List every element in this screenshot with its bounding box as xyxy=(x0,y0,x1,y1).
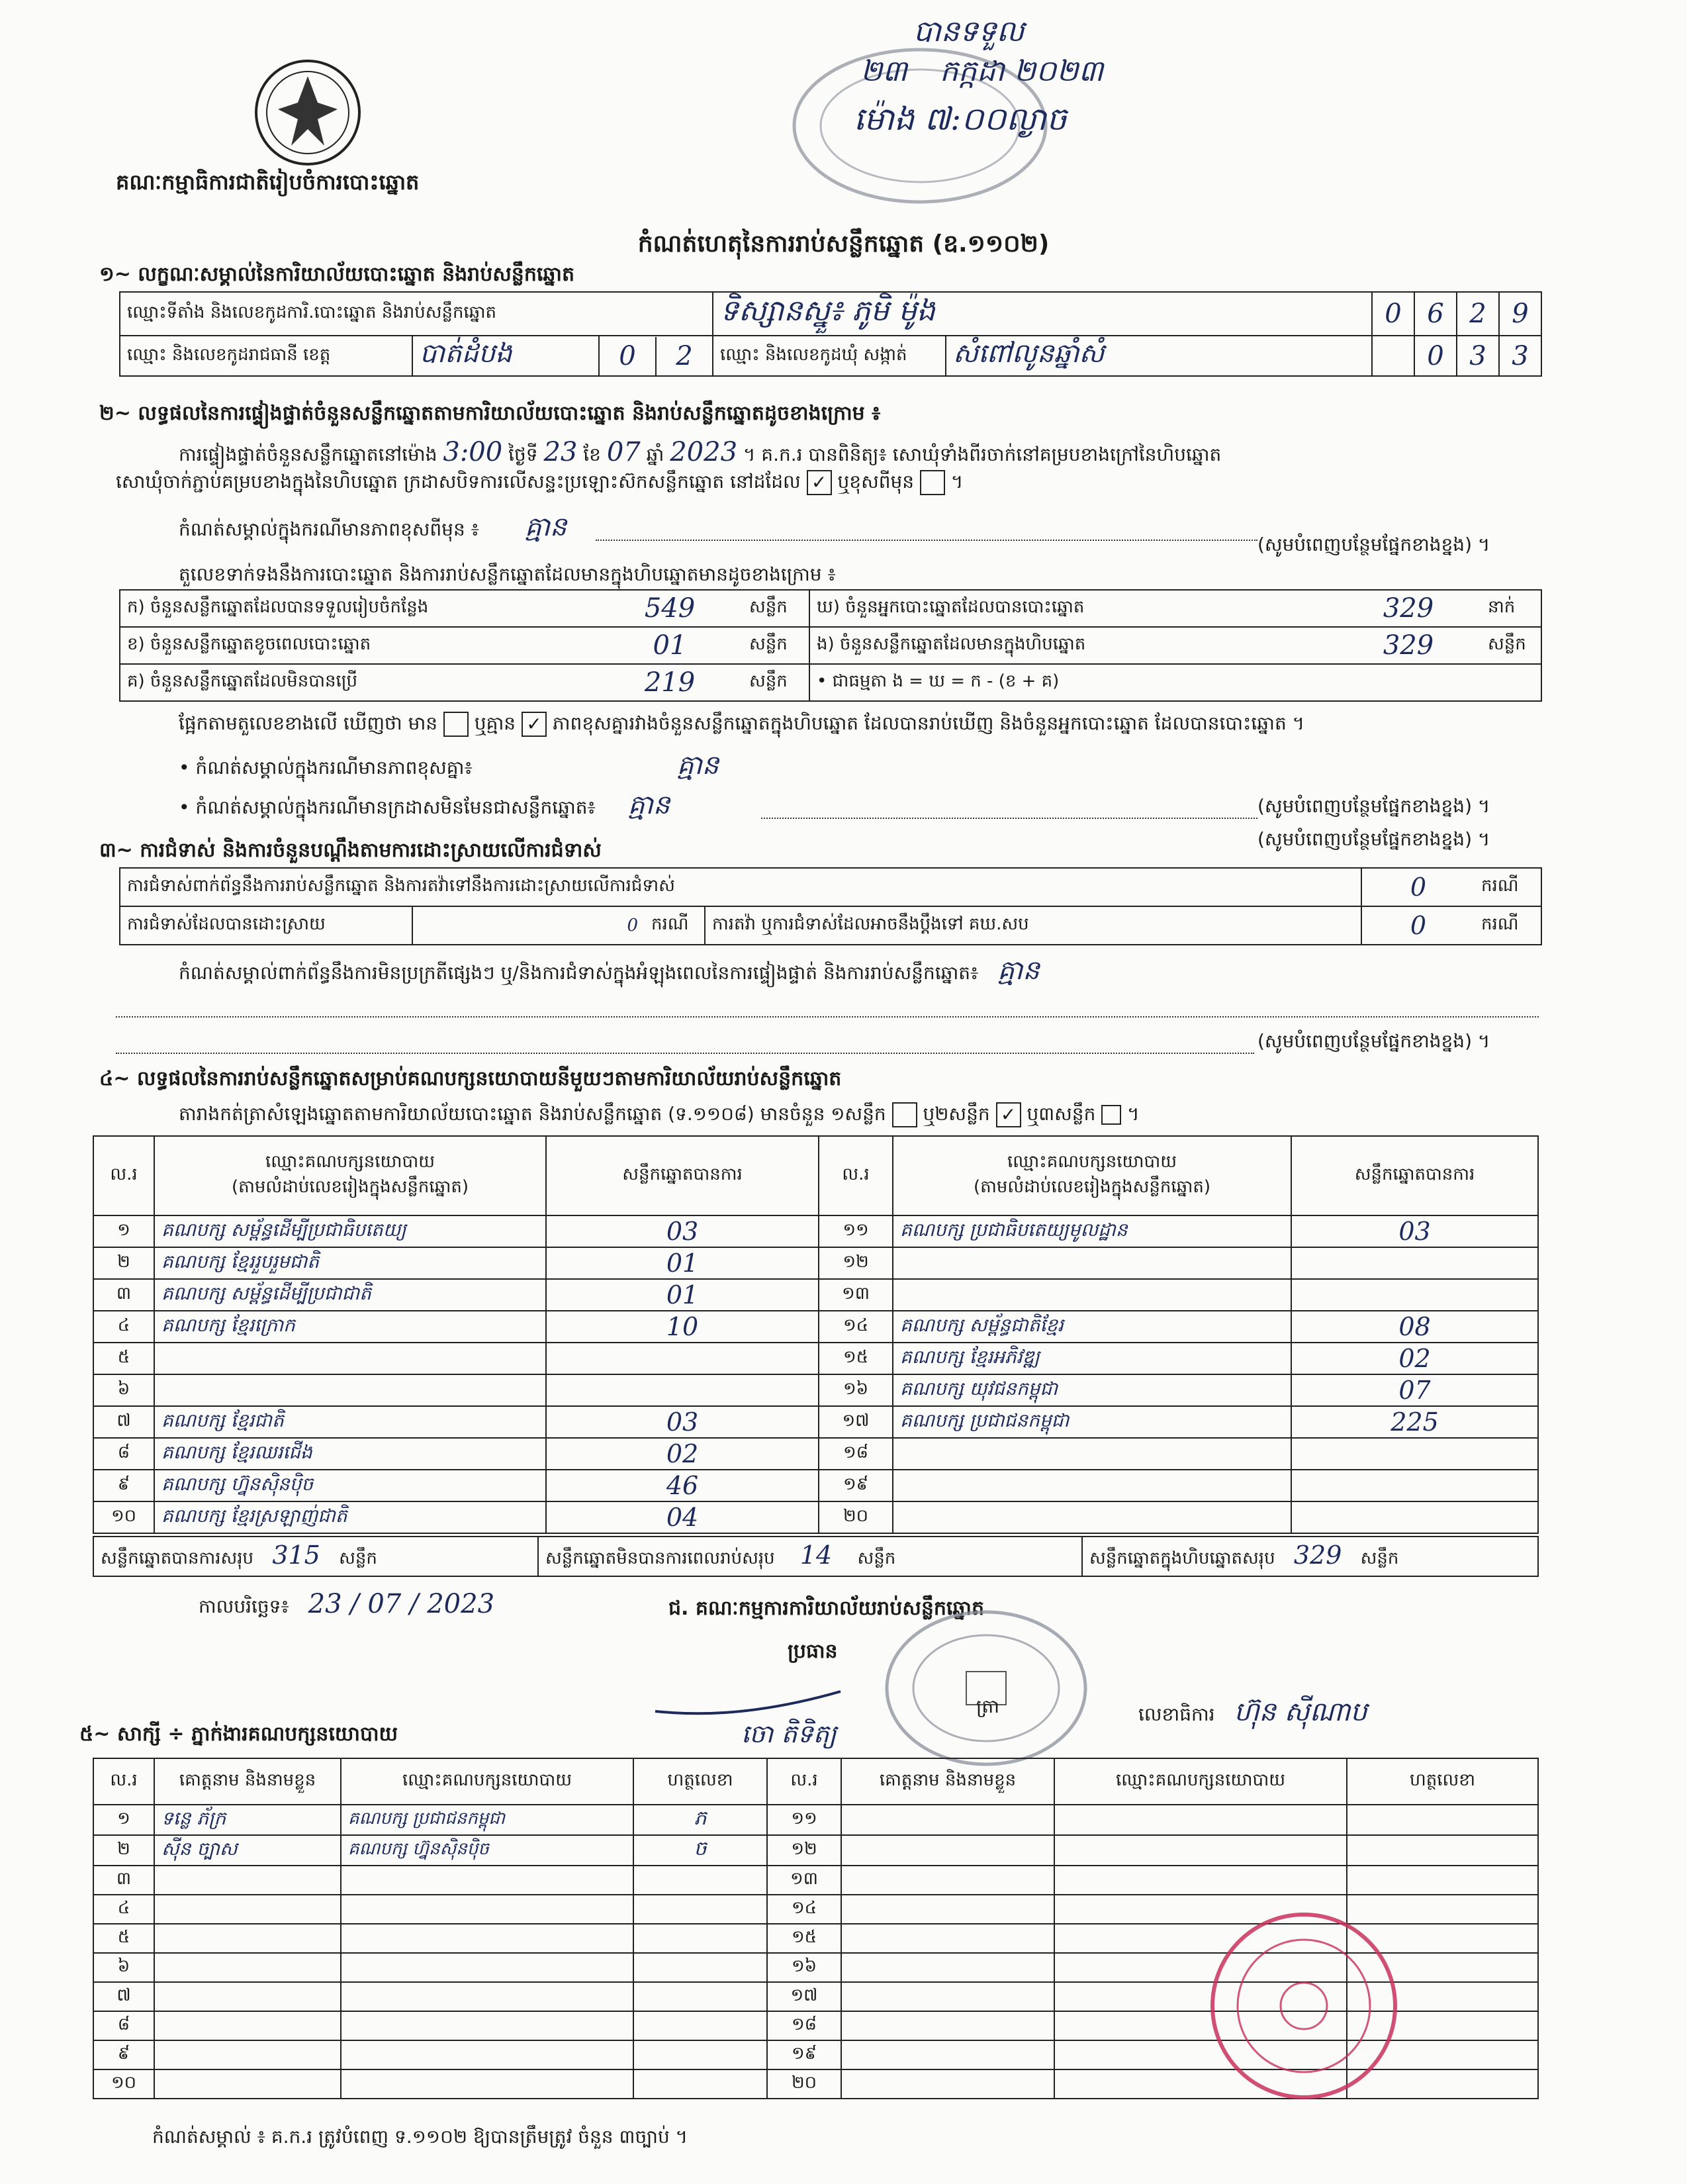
witness-signature xyxy=(633,2040,767,2069)
party-no: ១៨ xyxy=(819,1438,893,1470)
total-valid-unit: សន្លឹក xyxy=(339,1548,377,1568)
check-line2-text: សោឃុំចាក់ភ្ជាប់គម្របខាងក្នុងនៃហិបឆ្នោត ក្រដាសបិទការលើសន្ទះប្រឡោះស៊កសន្លឹកឆ្នោត នៅដដែល xyxy=(116,471,801,493)
witness-party xyxy=(341,1895,633,1924)
commune-code-digit: 3 xyxy=(1499,336,1541,376)
org-name: គណៈកម្មាធិការជាតិរៀបចំការបោះឆ្នោត xyxy=(116,169,420,195)
party-name xyxy=(893,1501,1291,1533)
station-label: ឈ្មោះទីតាំង និងលេខកូដការិ.បោះឆ្នោត និងរាប់សន្លឹកឆ្នោត xyxy=(120,292,713,336)
party-name: គណបក្ស ខ្មែរជាតិ xyxy=(154,1406,546,1438)
party-no: ៦ xyxy=(93,1374,154,1406)
party-name: គណបក្ស យុវជនកម្ពុជា xyxy=(893,1374,1291,1406)
witness-signature: ច xyxy=(633,1835,767,1866)
witness-no: ៧ xyxy=(93,1982,154,2011)
witness-no: ១២ xyxy=(767,1835,841,1866)
party-name: គណបក្ស ខ្មែររួបរួមជាតិ xyxy=(154,1247,546,1279)
row-d-label: ឃ) ចំនួនអ្នកបោះឆ្នោតដែលបានបោះឆ្នោត xyxy=(809,590,1336,627)
witness-party xyxy=(341,2011,633,2040)
party-votes xyxy=(1291,1501,1538,1533)
w-col-name-left: គោត្តនាម និងនាមខ្លួន xyxy=(154,1758,341,1805)
witness-no: ១៧ xyxy=(767,1982,841,2011)
total-valid xyxy=(93,1537,538,1576)
table-row xyxy=(93,1374,1538,1406)
witness-no: ៨ xyxy=(93,2011,154,2040)
section3-title: ៣~ ការជំទាស់ និងការចំនួនបណ្តឹងតាមការដោះស្រាយលើការជំទាស់ xyxy=(99,839,602,862)
irregular-note-label: កំណត់សម្គាល់ពាក់ព័ន្ធនឹងការមិនប្រក្រតីផ្សេងៗ ឬ/និងការជំទាស់ក្នុងអំឡុងពេលនៃការផ្ទៀងផ្ទាត់ និងការរាប់សន្លឹកឆ្នោត៖ xyxy=(179,962,979,984)
party-votes: 10 xyxy=(546,1311,819,1343)
witness-name xyxy=(154,1953,341,1982)
party-name xyxy=(893,1279,1291,1311)
fill-more-3: (សូមបំពេញបន្ថែមផ្នែកខាងខ្នង) ។ xyxy=(1257,828,1490,850)
table-row xyxy=(93,1343,1538,1374)
table-row xyxy=(93,1866,1538,1895)
party-no: ១១ xyxy=(819,1215,893,1247)
objection-row2-value: 0 xyxy=(412,906,645,945)
witness-signature xyxy=(1347,1866,1538,1895)
witness-no: ៤ xyxy=(93,1895,154,1924)
witness-name xyxy=(154,2040,341,2069)
objection-row2-unit: ករណី xyxy=(645,906,705,945)
witness-name xyxy=(154,1924,341,1953)
day-label: ថ្ងៃទី xyxy=(508,444,538,465)
total-box-unit: សន្លឹក xyxy=(1360,1548,1399,1568)
party-no: ១៧ xyxy=(819,1406,893,1438)
has-diff-checkbox[interactable] xyxy=(443,712,469,737)
irregular-dotline1 xyxy=(116,1016,1539,1018)
witness-name xyxy=(841,1924,1054,1953)
party-votes: 01 xyxy=(546,1247,819,1279)
witness-no: ១៨ xyxy=(767,2011,841,2040)
party-name: គណបក្ស សម្ព័ន្ធដើម្បីប្រជាជាតិ xyxy=(154,1279,546,1311)
party-no: ១២ xyxy=(819,1247,893,1279)
table-row xyxy=(93,1279,1538,1311)
col-votes-right: សន្លឹកឆ្នោតបានការ xyxy=(1291,1136,1538,1215)
w-col-sign-left: ហត្ថលេខា xyxy=(633,1758,767,1805)
station-code-digit: 6 xyxy=(1414,292,1457,336)
witness-name xyxy=(841,1866,1054,1895)
section4-title: ៤~ លទ្ធផលនៃការរាប់សន្លឹកឆ្នោតសម្រាប់គណបក្សនយោបាយនីមួយៗតាមការិយាល័យរាប់សន្លឹកឆ្នោត xyxy=(99,1067,842,1090)
party-no: ១៤ xyxy=(819,1311,893,1343)
check-line xyxy=(179,437,1221,470)
witness-name xyxy=(841,1835,1054,1866)
table-row xyxy=(93,1470,1538,1501)
party-votes: 46 xyxy=(546,1470,819,1501)
witness-no: ១៦ xyxy=(767,1953,841,1982)
diff-note-label: • កំណត់សម្គាល់ក្នុងករណីមានភាពខុសគ្នា៖ xyxy=(179,757,473,779)
table-row xyxy=(93,1215,1538,1247)
party-name xyxy=(893,1470,1291,1501)
witness-signature: ភ xyxy=(633,1805,767,1835)
objection-row3-label: ការតវ៉ា ឬការជំទាស់ដែលអាចនឹងប្តឹងទៅ គឃ.សប xyxy=(705,906,1361,945)
witness-no: ១៥ xyxy=(767,1924,841,1953)
fake-note xyxy=(179,788,670,827)
date-value: 23 / 07 / 2023 xyxy=(308,1589,495,1619)
party-votes: 225 xyxy=(1291,1406,1538,1438)
irregular-note xyxy=(179,953,1040,992)
table-row xyxy=(93,1311,1538,1343)
party-votes: 04 xyxy=(546,1501,819,1533)
objection-row3-value: 0 xyxy=(1361,906,1475,945)
commune-code-digit: 3 xyxy=(1457,336,1499,376)
witness-party xyxy=(341,2040,633,2069)
check-line2: សោឃុំចាក់ភ្ជាប់គម្របខាងក្នុងនៃហិបឆ្នោត ក្រដាសបិទការលើសន្ទះប្រឡោះស៊កសន្លឹកឆ្នោត នៅដដែល ✓ ឬខុសពីមុន ។ xyxy=(116,470,963,497)
witness-signature xyxy=(633,1866,767,1895)
col-party-left-title: ឈ្មោះគណបក្សនយោបាយ xyxy=(265,1152,435,1172)
party-name xyxy=(893,1247,1291,1279)
party-votes: 03 xyxy=(1291,1215,1538,1247)
witness-name xyxy=(841,1953,1054,1982)
witness-signature xyxy=(633,2011,767,2040)
total-invalid-value: 14 xyxy=(799,1541,833,1570)
station-code-digit: 0 xyxy=(1372,292,1414,336)
fake-note-label: • កំណត់សម្គាល់ក្នុងករណីមានក្រដាសមិនមែនជាសន្លឹកឆ្នោត៖ xyxy=(179,796,596,818)
change-note-label: កំណត់សម្គាល់ក្នុងករណីមានភាពខុសពីមុន ៖ xyxy=(179,518,479,540)
party-name: គណបក្ស ខ្មែរស្រឡាញ់ជាតិ xyxy=(154,1501,546,1533)
party-no: ១៦ xyxy=(819,1374,893,1406)
witness-no: ១ xyxy=(93,1805,154,1835)
numbers-intro: តួលេខទាក់ទងនឹងការបោះឆ្នោត និងការរាប់សន្លឹកឆ្នោតដែលមានក្នុងហិបឆ្នោតមានដូចខាងក្រោម ៖ xyxy=(179,563,836,585)
party-no: ២ xyxy=(93,1247,154,1279)
witness-name xyxy=(841,2040,1054,2069)
row-b-label: ខ) ចំនួនសន្លឹកឆ្នោតខូចពេលបោះឆ្នោត xyxy=(120,627,597,664)
witness-party xyxy=(341,1953,633,1982)
change-note-value: គ្មាន xyxy=(524,512,567,542)
compare-text1: ផ្អែកតាមតួលេខខាងលើ ឃើញថា មាន xyxy=(179,712,438,734)
col-no-left: ល.រ xyxy=(93,1136,154,1215)
secretary-line xyxy=(1138,1695,1367,1734)
party-name: គណបក្ស ខ្មែរក្រោក xyxy=(154,1311,546,1343)
tally-sheets-line: តារាងកត់ត្រាសំឡេងឆ្នោតតាមការិយាល័យបោះឆ្នោត និងរាប់សន្លឹកឆ្នោត (ទ.១១០៨) មានចំនួន ១សន្លឹក ឬ២សន្លឹក ✓ ឬ៣សន្លឹក ។ xyxy=(179,1102,1140,1129)
col-party-right-title: ឈ្មោះគណបក្សនយោបាយ xyxy=(1007,1152,1177,1172)
party-name: គណបក្ស ប្រជាជនកម្ពុជា xyxy=(893,1406,1291,1438)
witness-name xyxy=(841,2069,1054,2099)
row-c-value: 219 xyxy=(597,664,743,701)
no-diff-checkbox[interactable]: ✓ xyxy=(522,712,547,737)
station-code-digit: 2 xyxy=(1457,292,1499,336)
total-valid-label: សន្លឹកឆ្នោតបានការសរុប xyxy=(101,1548,254,1568)
w-col-party-left: ឈ្មោះគណបក្សនយោបាយ xyxy=(341,1758,633,1805)
received-note-time: ម៉ោង ៧:០០ល្ងាច xyxy=(854,101,1067,138)
party-name: គណបក្ស ខ្មែរឈរជើង xyxy=(154,1438,546,1470)
month-label: ខែ xyxy=(583,444,601,465)
check-year: 2023 xyxy=(670,437,738,467)
witness-party xyxy=(341,1924,633,1953)
witness-party: គណបក្ស ប្រជាជនកម្ពុជា xyxy=(341,1805,633,1835)
commune-code-digit: 0 xyxy=(1414,336,1457,376)
witness-party xyxy=(341,2069,633,2099)
check-prefix: ការផ្ទៀងផ្ទាត់ចំនួនសន្លឹកឆ្នោតនៅម៉ោង xyxy=(179,444,437,465)
secretary-label: លេខាធិការ xyxy=(1138,1703,1215,1725)
party-no: ១០ xyxy=(93,1501,154,1533)
party-votes xyxy=(1291,1279,1538,1311)
witness-no: ១៤ xyxy=(767,1895,841,1924)
party-no: ២០ xyxy=(819,1501,893,1533)
station-table xyxy=(119,291,1542,377)
committee-label: ជ. គណៈកម្មការការិយាល័យរាប់សន្លឹកឆ្នោត xyxy=(668,1597,985,1620)
note-dotline xyxy=(596,540,1257,541)
table-row xyxy=(93,1501,1538,1533)
received-note-date: កក្កដា ២០២៣ xyxy=(940,54,1104,88)
red-stamp xyxy=(1205,1907,1403,2105)
party-votes: 03 xyxy=(546,1406,819,1438)
commune-name: សំពៅលូនឆ្នាំសំ xyxy=(946,336,1372,376)
witness-signature xyxy=(633,1924,767,1953)
party-no: ៥ xyxy=(93,1343,154,1374)
party-votes: 08 xyxy=(1291,1311,1538,1343)
chair-label: ប្រធាន xyxy=(788,1640,838,1663)
w-col-party-right: ឈ្មោះគណបក្សនយោបាយ xyxy=(1054,1758,1347,1805)
section1-title: ១~ លក្ខណៈសម្គាល់នៃការិយាល័យបោះឆ្នោត និងរាប់សន្លឹកឆ្នោត xyxy=(99,263,575,286)
witness-no: ២ xyxy=(93,1835,154,1866)
commune-label: ឈ្មោះ និងលេខកូដឃុំ សង្កាត់ xyxy=(713,336,946,376)
row-c-label: គ) ចំនួនសន្លឹកឆ្នោតដែលមិនបានប្រើ xyxy=(120,664,597,701)
witness-name xyxy=(841,2011,1054,2040)
party-name: គណបក្ស សម្ព័ន្ធជាតិខ្មែរ xyxy=(893,1311,1291,1343)
witness-party xyxy=(341,1982,633,2011)
irregular-dotline2 xyxy=(116,1053,1254,1054)
objection-row3-unit: ករណី xyxy=(1475,906,1541,945)
row-a-label: ក) ចំនួនសន្លឹកឆ្នោតដែលបានទទួលរៀបចំកន្លែង xyxy=(120,590,597,627)
party-votes: 02 xyxy=(1291,1343,1538,1374)
province-code-digit: 2 xyxy=(676,340,693,371)
objection-row2-label: ការជំទាស់ដែលបានដោះស្រាយ xyxy=(120,906,412,945)
form-title: កំណត់ហេតុនៃការរាប់សន្លឹកឆ្នោត (ឧ.១១០២) xyxy=(637,230,1050,258)
results-table xyxy=(93,1135,1539,1534)
row-d-value: 329 xyxy=(1336,590,1481,627)
party-name: គណបក្ស ប្រជាធិបតេយ្យមូលដ្ឋាន xyxy=(893,1215,1291,1247)
fill-more-4: (សូមបំពេញបន្ថែមផ្នែកខាងខ្នង) ។ xyxy=(1257,1030,1490,1052)
witness-party xyxy=(1054,1805,1347,1835)
objection-row1-unit: ករណី xyxy=(1475,868,1541,906)
changed-checkbox[interactable] xyxy=(920,470,945,495)
witness-name xyxy=(841,1982,1054,2011)
chair-signature xyxy=(649,1682,847,1721)
party-no: ៣ xyxy=(93,1279,154,1311)
witness-name xyxy=(154,1895,341,1924)
row-e-label: ង) ចំនួនសន្លឹកឆ្នោតដែលមានក្នុងហិបឆ្នោត xyxy=(809,627,1336,664)
row-b-value: 01 xyxy=(597,627,743,664)
party-name xyxy=(154,1374,546,1406)
table-row xyxy=(93,1438,1538,1470)
w-col-no-right: ល.រ xyxy=(767,1758,841,1805)
date-line xyxy=(199,1589,494,1622)
secretary-name: ហ៊ុន ស៊ីណាប xyxy=(1234,1697,1367,1727)
check-time: 3:00 xyxy=(443,437,503,467)
witness-name xyxy=(841,1895,1054,1924)
witness-no: ៣ xyxy=(93,1866,154,1895)
party-votes xyxy=(1291,1438,1538,1470)
witness-party xyxy=(1054,1866,1347,1895)
objection-row1-value: 0 xyxy=(1361,868,1475,906)
received-note-line1: បានទទួល xyxy=(913,15,1025,48)
party-votes: 07 xyxy=(1291,1374,1538,1406)
total-invalid-unit: សន្លឹក xyxy=(857,1548,896,1568)
fill-more-1: (សូមបំពេញបន្ថែមផ្នែកខាងខ្នង) ។ xyxy=(1257,534,1490,555)
witness-name xyxy=(841,1805,1054,1835)
check-month: 07 xyxy=(606,437,641,467)
party-name xyxy=(893,1438,1291,1470)
section2-title: ២~ លទ្ធផលនៃការផ្ទៀងផ្ទាត់ចំនួនសន្លឹកឆ្នោតតាមការិយាល័យបោះឆ្នោត និងរាប់សន្លឹកឆ្នោតដូចខាងក្រោម ៖ xyxy=(99,402,881,425)
tally-intro: តារាងកត់ត្រាសំឡេងឆ្នោតតាមការិយាល័យបោះឆ្នោត និងរាប់សន្លឹកឆ្នោត (ទ.១១០៨) មានចំនួន ១សន្លឹក xyxy=(179,1103,886,1125)
total-box-value: 329 xyxy=(1293,1541,1342,1570)
totals-table xyxy=(93,1536,1539,1577)
province-label: ឈ្មោះ និងលេខកូដរាជធានី ខេត្ត xyxy=(120,336,412,376)
or-changed-label: ឬខុសពីមុន xyxy=(837,471,915,493)
committee-stamp xyxy=(880,1602,1092,1774)
party-no: ៨ xyxy=(93,1438,154,1470)
change-note xyxy=(179,510,567,549)
table-row xyxy=(93,1805,1538,1835)
compare-text3: ភាពខុសគ្នារវាងចំនួនសន្លឹកឆ្នោតក្នុងហិបឆ្នោត ដែលបានរាប់ឃើញ និងចំនួនអ្នកបោះឆ្នោត ដែលបានបោះឆ្នោត ។ xyxy=(552,712,1305,734)
party-no: ១៣ xyxy=(819,1279,893,1311)
objection-table xyxy=(119,867,1542,945)
party-votes xyxy=(1291,1247,1538,1279)
total-box-label: សន្លឹកឆ្នោតក្នុងហិបឆ្នោតសរុប xyxy=(1089,1548,1275,1568)
total-invalid-label: សន្លឹកឆ្នោតមិនបានការពេលរាប់សរុប xyxy=(545,1548,775,1568)
one-sheet-checkbox[interactable] xyxy=(892,1102,917,1127)
witness-no: ៥ xyxy=(93,1924,154,1953)
col-party-left xyxy=(154,1136,546,1215)
formula: • ជាធម្មតា ង = ឃ = ក - (ខ + គ) xyxy=(809,664,1541,701)
row-e-value: 329 xyxy=(1336,627,1481,664)
party-no: ១ xyxy=(93,1215,154,1247)
check-day: 23 xyxy=(543,437,578,467)
party-votes: 01 xyxy=(546,1279,819,1311)
witness-no: ១៩ xyxy=(767,2040,841,2069)
three-sheets-label: ឬ៣សន្លឹក xyxy=(1026,1103,1096,1125)
witness-signature xyxy=(633,2069,767,2099)
witness-name: ទន្លេ ភ័ក្រ xyxy=(154,1805,341,1835)
total-box xyxy=(1082,1537,1538,1576)
footer-note: កំណត់សម្គាល់ ៖ គ.ក.រ ត្រូវបំពេញ ទ.១១០២ ឱ្យបានត្រឹមត្រូវ ចំនួន ៣ច្បាប់ ។ xyxy=(152,2126,688,2148)
two-sheets-checkbox[interactable]: ✓ xyxy=(996,1102,1021,1127)
party-name xyxy=(154,1343,546,1374)
witness-name: ស៊ីន ច្បាស xyxy=(154,1835,341,1866)
fill-more-2: (សូមបំពេញបន្ថែមផ្នែកខាងខ្នង) ។ xyxy=(1257,795,1490,817)
party-votes: 02 xyxy=(546,1438,819,1470)
witness-name xyxy=(154,2011,341,2040)
same-checkbox[interactable]: ✓ xyxy=(807,470,832,495)
col-party-right-sub: (តាមលំដាប់លេខរៀងក្នុងសន្លឹកឆ្នោត) xyxy=(973,1177,1211,1197)
stamp-center-label: ត្រា xyxy=(976,1695,999,1717)
row-e-unit: សន្លឹក xyxy=(1481,627,1541,664)
witness-name xyxy=(154,1982,341,2011)
station-code-digit: 9 xyxy=(1499,292,1541,336)
irregular-note-value: គ្មាន xyxy=(997,955,1040,986)
witness-no: ១០ xyxy=(93,2069,154,2099)
party-no: ៧ xyxy=(93,1406,154,1438)
year-label: ឆ្នាំ xyxy=(646,444,664,465)
compare-text2: ឬគ្មាន xyxy=(474,712,516,734)
check-suffix: ។ គ.ក.រ បានពិនិត្យ៖ សោឃុំទាំងពីរចាក់នៅគម្របខាងក្រៅនៃហិបឆ្នោត xyxy=(743,444,1222,465)
party-no: ៤ xyxy=(93,1311,154,1343)
w-col-no-left: ល.រ xyxy=(93,1758,154,1805)
total-valid-value: 315 xyxy=(272,1541,320,1570)
witness-signature xyxy=(633,1895,767,1924)
party-votes xyxy=(1291,1470,1538,1501)
row-a-value: 549 xyxy=(597,590,743,627)
witness-party: គណបក្ស ហ្វ៊ុនស៊ិនប៉ិច xyxy=(341,1835,633,1866)
party-no: ១៥ xyxy=(819,1343,893,1374)
station-name: ទិស្សានស្នួ៖ ភូមិ ម៉ូង xyxy=(713,292,1372,336)
party-name: គណបក្ស សម្ព័ន្ធដើម្បីប្រជាធិបតេយ្យ xyxy=(154,1215,546,1247)
w-col-sign-right: ហត្ថលេខា xyxy=(1347,1758,1538,1805)
col-party-left-sub: (តាមលំដាប់លេខរៀងក្នុងសន្លឹកឆ្នោត) xyxy=(231,1177,469,1197)
party-votes xyxy=(546,1374,819,1406)
three-sheets-checkbox[interactable] xyxy=(1101,1105,1121,1125)
witness-signature xyxy=(1347,1805,1538,1835)
section5-title: ៥~ សាក្សី ÷ ភ្នាក់ងារគណបក្សនយោបាយ xyxy=(79,1723,398,1746)
diff-note xyxy=(179,748,719,787)
received-note-day: ២៣ xyxy=(860,54,907,88)
compare-line xyxy=(179,712,1304,739)
party-no: ១៩ xyxy=(819,1470,893,1501)
col-no-right: ល.រ xyxy=(819,1136,893,1215)
objection-row1-label: ការជំទាស់ពាក់ព័ន្ធនឹងការរាប់សន្លឹកឆ្នោត និងការតវ៉ាទៅនឹងការដោះស្រាយលើការជំទាស់ xyxy=(120,868,1361,906)
witness-signature xyxy=(633,1982,767,2011)
witness-no: ១១ xyxy=(767,1805,841,1835)
witness-no: ១៣ xyxy=(767,1866,841,1895)
row-b-unit: សន្លឹក xyxy=(743,627,809,664)
witness-no: ២០ xyxy=(767,2069,841,2099)
party-no: ៩ xyxy=(93,1470,154,1501)
w-col-name-right: គោត្តនាម និងនាមខ្លួន xyxy=(841,1758,1054,1805)
row-d-unit: នាក់ xyxy=(1481,590,1541,627)
province-name: បាត់ដំបង xyxy=(412,336,599,376)
diff-note-value: គ្មាន xyxy=(676,750,719,781)
party-name: គណបក្ស ខ្មែរអភិវឌ្ឍ xyxy=(893,1343,1291,1374)
fake-note-value: គ្មាន xyxy=(627,790,670,820)
nec-emblem xyxy=(251,56,364,169)
witness-name xyxy=(154,2069,341,2099)
witness-party xyxy=(341,1866,633,1895)
table-row xyxy=(93,1247,1538,1279)
fake-note-dotline xyxy=(761,818,1257,819)
chair-name: ចោ តិទិត្យ xyxy=(741,1719,837,1748)
party-name: គណបក្ស ហ្វ៊ុនស៊ិនប៉ិច xyxy=(154,1470,546,1501)
witness-name xyxy=(154,1866,341,1895)
row-a-unit: សន្លឹក xyxy=(743,590,809,627)
witness-party xyxy=(1054,1835,1347,1866)
witness-no: ៩ xyxy=(93,2040,154,2069)
row-c-unit: សន្លឹក xyxy=(743,664,809,701)
date-label: កាលបរិច្ឆេទ៖ xyxy=(199,1595,289,1617)
total-invalid xyxy=(538,1537,1082,1576)
party-votes: 03 xyxy=(546,1215,819,1247)
col-votes-left: សន្លឹកឆ្នោតបានការ xyxy=(546,1136,819,1215)
two-sheets-label: ឬ២សន្លឹក xyxy=(923,1103,990,1125)
table-row xyxy=(93,1835,1538,1866)
witness-signature xyxy=(1347,1835,1538,1866)
province-code-digit: 0 xyxy=(600,337,656,375)
party-votes xyxy=(546,1343,819,1374)
witness-signature xyxy=(633,1953,767,1982)
table-row xyxy=(93,1406,1538,1438)
numbers-table xyxy=(119,589,1542,702)
witness-no: ៦ xyxy=(93,1953,154,1982)
col-party-right xyxy=(893,1136,1291,1215)
